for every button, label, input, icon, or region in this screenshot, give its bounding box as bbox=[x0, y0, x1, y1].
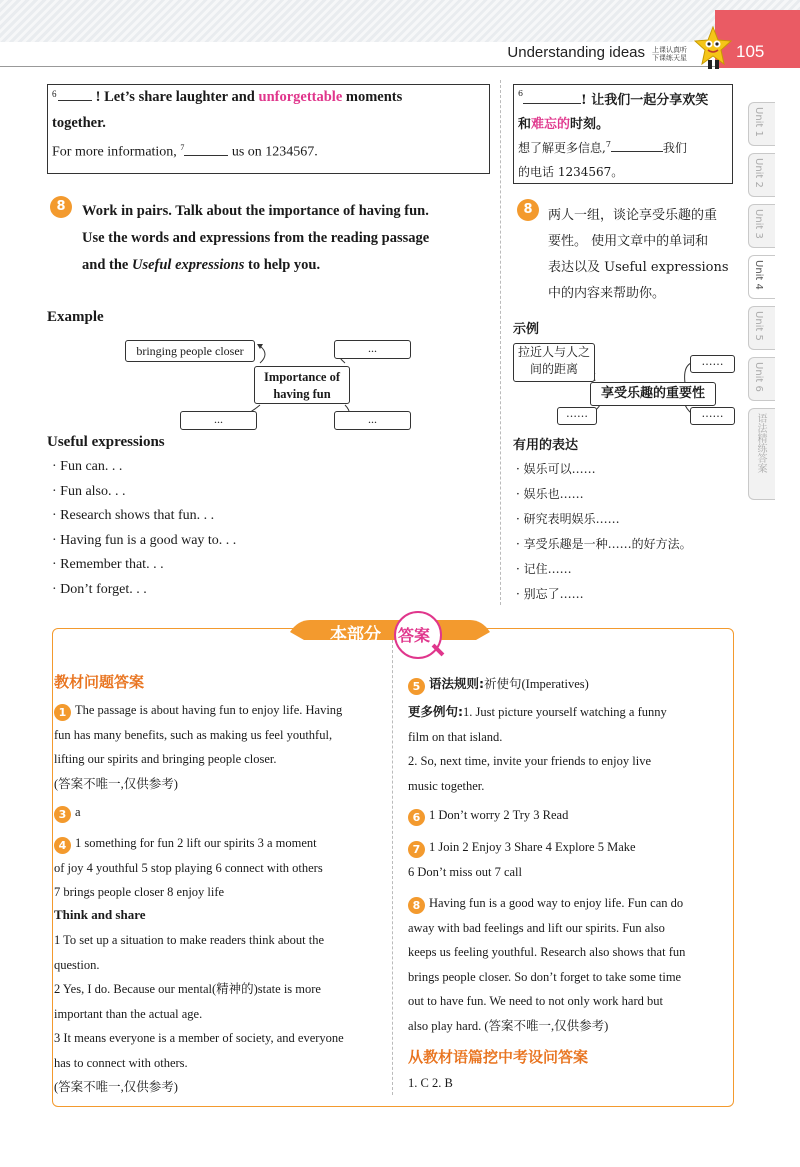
mind-map-zh-node-closer: 拉近人与人之间的距离 bbox=[513, 343, 595, 382]
tab-unit-4[interactable]: Unit 4 bbox=[748, 255, 775, 299]
tab-unit-5[interactable]: Unit 5 bbox=[748, 306, 775, 350]
useful-expressions-heading: Useful expressions bbox=[47, 434, 165, 450]
expression-item-zh: · 享受乐趣是一种……的好方法。 bbox=[516, 537, 692, 551]
expression-item: · Fun can. . . bbox=[52, 459, 123, 474]
tab-unit-1[interactable]: Unit 1 bbox=[748, 102, 775, 146]
answer-divider bbox=[392, 640, 393, 1095]
answer-7: 7 1 Join 2 Enjoy 3 Share 4 Explore 5 Make 6 Don’t miss out 7 call bbox=[408, 840, 636, 879]
task6-en-line1: ! Let’s share laughter and unforgettable moments bbox=[58, 89, 402, 106]
mind-map-zh-center: 享受乐趣的重要性 bbox=[590, 382, 716, 406]
mind-map-zh-node-blank: …… bbox=[690, 407, 735, 425]
expression-item: · Research shows that fun. . . bbox=[52, 508, 215, 523]
task6-english-box bbox=[47, 84, 490, 174]
task6-zh-line2: 和难忘的时刻。 bbox=[518, 117, 610, 132]
task6-zh-line4: 的电话 1234567。 bbox=[518, 165, 624, 179]
expression-item: · Fun also. . . bbox=[52, 484, 126, 499]
expression-item-zh: · 记住…… bbox=[516, 562, 572, 576]
star-mascot-icon bbox=[694, 26, 732, 70]
mind-map-node-blank: ... bbox=[334, 411, 411, 430]
textbook-answers-heading: 教材问题答案 bbox=[54, 673, 145, 691]
mind-map-node-bringing-closer: bringing people closer bbox=[125, 340, 255, 362]
section-title: Understanding ideas bbox=[507, 44, 645, 61]
mind-map-zh-node-blank: …… bbox=[557, 407, 597, 425]
answer-banner-keyword: 答案 bbox=[398, 626, 431, 645]
tab-unit-2[interactable]: Unit 2 bbox=[748, 153, 775, 197]
blank-number-6-zh: 6 bbox=[518, 89, 524, 98]
tab-grammar-answers[interactable]: 语法精练答案 bbox=[748, 408, 775, 500]
answer-5: 5 语法规则:祈使句(Imperatives) bbox=[408, 672, 589, 697]
answer-banner bbox=[290, 612, 490, 648]
task6-zh-line1: ! 让我们一起分享欢笑 bbox=[523, 89, 708, 108]
expression-item-zh: · 研究表明娱乐…… bbox=[516, 512, 620, 526]
expression-item-zh: · 娱乐可以…… bbox=[516, 462, 596, 476]
task8-en-instructions: Work in pairs. Talk about the importance of having fun. Use the words and expressions from the reading passage and the Useful expressions to help you. bbox=[82, 203, 430, 273]
more-examples: 更多例句:1. Just picture yourself watching a funny film on that island. 2. So, next time, invite your friends to enjoy live music together. bbox=[408, 704, 667, 793]
task6-en-line3: For more information, $^7$ us on 1234567. bbox=[52, 143, 318, 160]
page-number: 105 bbox=[736, 42, 765, 61]
mind-map-center: Importance of having fun bbox=[254, 366, 350, 404]
expression-item-zh: · 娱乐也…… bbox=[516, 487, 584, 501]
header-rule bbox=[0, 66, 720, 67]
answer-4: 4 1 something for fun 2 lift our spirits 3 a moment of joy 4 youthful 5 stop playing 6 connect with others 7 brings people closer 8 enjoy life bbox=[54, 836, 323, 899]
expression-item: · Don’t forget. . . bbox=[52, 582, 147, 597]
column-divider bbox=[500, 80, 501, 605]
header-stripe bbox=[0, 0, 800, 42]
tab-unit-6[interactable]: Unit 6 bbox=[748, 357, 775, 401]
task8-zh-instructions: 两人一组，谈论享受乐趣的重 要性。 使用文章中的单词和 表达以及 Useful expressions 中的内容来帮助你。 bbox=[548, 208, 729, 301]
answer-6: 6 1 Don’t worry 2 Try 3 Read bbox=[408, 803, 568, 828]
highlight-word: unforgettable bbox=[258, 89, 343, 105]
example-label-zh: 示例 bbox=[513, 322, 540, 337]
tab-unit-3[interactable]: Unit 3 bbox=[748, 204, 775, 248]
expression-item: · Remember that. . . bbox=[52, 557, 164, 572]
useful-expressions-heading-zh: 有用的表达 bbox=[513, 438, 579, 453]
blank-number-7: 7 bbox=[180, 143, 185, 152]
example-label: Example bbox=[47, 309, 104, 325]
header-slogan: 上课认真听 下课练天星 bbox=[652, 46, 687, 62]
mind-map-node-blank: ... bbox=[180, 411, 257, 430]
blank-number-6: 6 bbox=[52, 89, 57, 99]
exam-answers: 1. C 2. B bbox=[408, 1076, 453, 1090]
exam-answers-heading: 从教材语篇挖中考设问答案 bbox=[408, 1048, 589, 1066]
answer-banner-label: 本部分 bbox=[330, 625, 381, 645]
think-share-heading: Think and share bbox=[54, 907, 146, 922]
task-number-8: 8 bbox=[50, 196, 72, 218]
task6-chinese-box bbox=[513, 84, 733, 184]
mind-map-zh-node-blank: …… bbox=[690, 355, 735, 373]
expression-item: · Having fun is a good way to. . . bbox=[52, 533, 237, 548]
task6-en-line2: together. bbox=[52, 115, 106, 131]
task6-zh-line3: 想了解更多信息,$^7$ 我们 bbox=[518, 140, 687, 155]
mind-map-node-blank: ... bbox=[334, 340, 411, 359]
think-share-answers: 1 To set up a situation to make readers think about the question. 2 Yes, I do. Because our mental(精神的)state is more important than the actual age. 3 It means everyone is a member of society, and everyone has to connect with others. (答案不唯一,仅供参考) bbox=[54, 933, 344, 1094]
answer-1: 1 The passage is about having fun to enjoy life. Having fun has many benefits, such as making us feel youthful, lifting our spirits and bringing people closer. (答案不唯一,仅供参考) bbox=[54, 703, 343, 791]
answer-8: 8 Having fun is a good way to enjoy life. Fun can do away with bad feelings and lift our spirits. Fun also keeps us feeling youthful. Research also shows that fun brings people closer. So don’t forget to take some time out to have fun. We need to not only work hard but also play hard. (答案不唯一,仅供参考) bbox=[408, 896, 686, 1033]
task-number-8-zh: 8 bbox=[517, 199, 539, 221]
expression-item-zh: · 别忘了…… bbox=[516, 587, 584, 601]
answer-3: 3 a bbox=[54, 800, 81, 825]
